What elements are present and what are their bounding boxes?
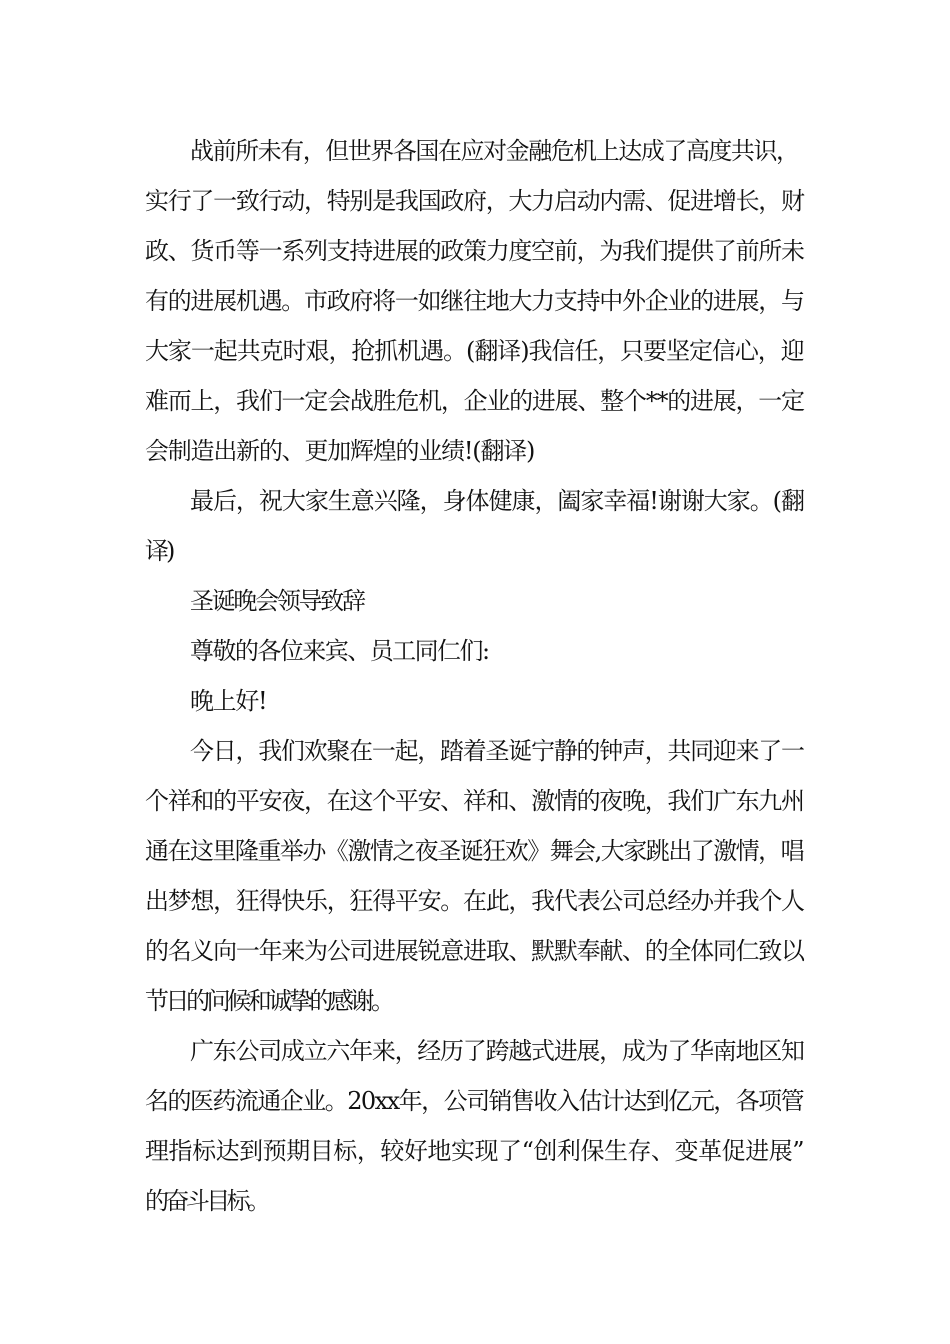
text-line: 大家一起共克时艰，抢抓机遇。(翻译)我信任，只要坚定信心，迎: [145, 337, 804, 365]
text-line: 名的医药流通企业。20xx年，公司销售收入估计达到亿元，各项管: [145, 1087, 804, 1115]
text-line: 实行了一致行动，特别是我国政府，大力启动内需、促进增长，财: [145, 187, 804, 215]
greeting: 晚上好!: [190, 687, 267, 715]
text-line: 理指标达到预期目标，较好地实现了“创利保生存、变革促进展”: [145, 1137, 805, 1165]
section-title: 圣诞晚会领导致辞: [190, 587, 364, 615]
text-line: 节日的问候和诚挚的感谢。: [145, 987, 392, 1015]
text-line: 通在这里隆重举办《激情之夜圣诞狂欢》舞会,大家跳出了激情，唱: [145, 837, 804, 865]
text-line: 政、货币等一系列支持进展的政策力度空前，为我们提供了前所未: [145, 237, 804, 265]
text-line: 的名义向一年来为公司进展锐意进取、默默奉献、的全体同仁致以: [145, 937, 804, 965]
text-line: 广东公司成立六年来，经历了跨越式进展，成为了华南地区知: [190, 1037, 804, 1065]
text-line: 今日，我们欢聚在一起，踏着圣诞宁静的钟声，共同迎来了一: [190, 737, 804, 765]
text-line: 战前所未有，但世界各国在应对金融危机上达成了高度共识，: [190, 137, 799, 165]
text-line: 出梦想，狂得快乐，狂得平安。在此，我代表公司总经办并我个人: [145, 887, 804, 915]
text-line: 会制造出新的、更加辉煌的业绩!(翻译): [145, 437, 535, 465]
text-line: 个祥和的平安夜，在这个平安、祥和、激情的夜晚，我们广东九州: [145, 787, 804, 815]
text-line: 难而上，我们一定会战胜危机，企业的进展、整个**的进展，一定: [145, 387, 804, 415]
text-line: 最后，祝大家生意兴隆，身体健康，阖家幸福!谢谢大家。(翻: [190, 487, 804, 515]
salutation: 尊敬的各位来宾、员工同仁们:: [190, 637, 489, 665]
text-line: 译): [145, 537, 173, 565]
text-line: 的奋斗目标。: [145, 1187, 268, 1215]
text-line: 有的进展机遇。市政府将一如继往地大力支持中外企业的进展，与: [145, 287, 804, 315]
